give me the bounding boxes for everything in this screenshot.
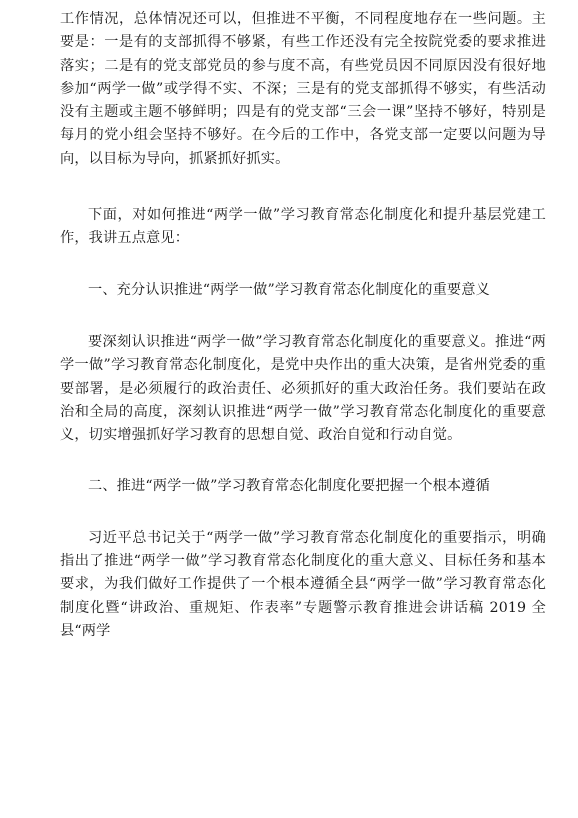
paragraph-significance: 要深刻认识推进“两学一做”学习教育常态化制度化的重要意义。推进“两学一做”学习教育常态化制度化，是党中央作出的重大决策，是省州党委的重要部署，是必须履行的政治责任、必须抓好的重大政治任务。我们要站在政治和全局的高度，深刻认识推进“两学一做”学习教育常态化制度化的重要意义，切实增强抓好学习教育的思想自觉、政治自觉和行动自觉。 — [60, 333, 546, 444]
paragraph-problems: 工作情况，总体情况还可以，但推进不平衡，不同程度地存在一些问题。主要是：一是有的支部抓得不够紧，有些工作还没有完全按院党委的要求推进落实；二是有的党支部党员的参与度不高，有些党员因不同原因没有很好地参加“两学一做”或学得不实、不深；三是有的党支部抓得不够实，有些活动没有主题或主题不够鲜明；四是有的党支部“三会一课”坚持不够好，特别是每月的党小组会坚持不够好。在今后的工作中，各党支部一定要以问题为导向，以目标为导向，抓紧抓好抓实。 — [60, 11, 546, 167]
spacer — [60, 447, 546, 475]
spacer — [60, 171, 546, 204]
section-heading-2: 二、推进“两学一做”学习教育常态化制度化要把握一个根本遵循 — [88, 478, 490, 495]
paragraph-intro-opinions: 下面，对如何推进“两学一做”学习教育常态化制度化和提升基层党建工作，我讲五点意见： — [60, 207, 546, 247]
spacer — [60, 499, 546, 527]
spacer — [60, 302, 546, 331]
section-heading-1: 一、充分认识推进“两学一做”学习教育常态化制度化的重要意义 — [88, 281, 490, 298]
paragraph-fundamental-guidance: 习近平总书记关于“两学一做”学习教育常态化制度化的重要指示，明确指出了推进“两学一做”学习教育常态化制度化的重大意义、目标任务和基本要求，为我们做好工作提供了一个根本遵循全县“两学一做”学习教育常态化制度化暨“讲政治、重规矩、作表率”专题警示教育推进会讲话稿 2019 全县“两学 — [60, 529, 546, 639]
spacer — [60, 251, 546, 279]
